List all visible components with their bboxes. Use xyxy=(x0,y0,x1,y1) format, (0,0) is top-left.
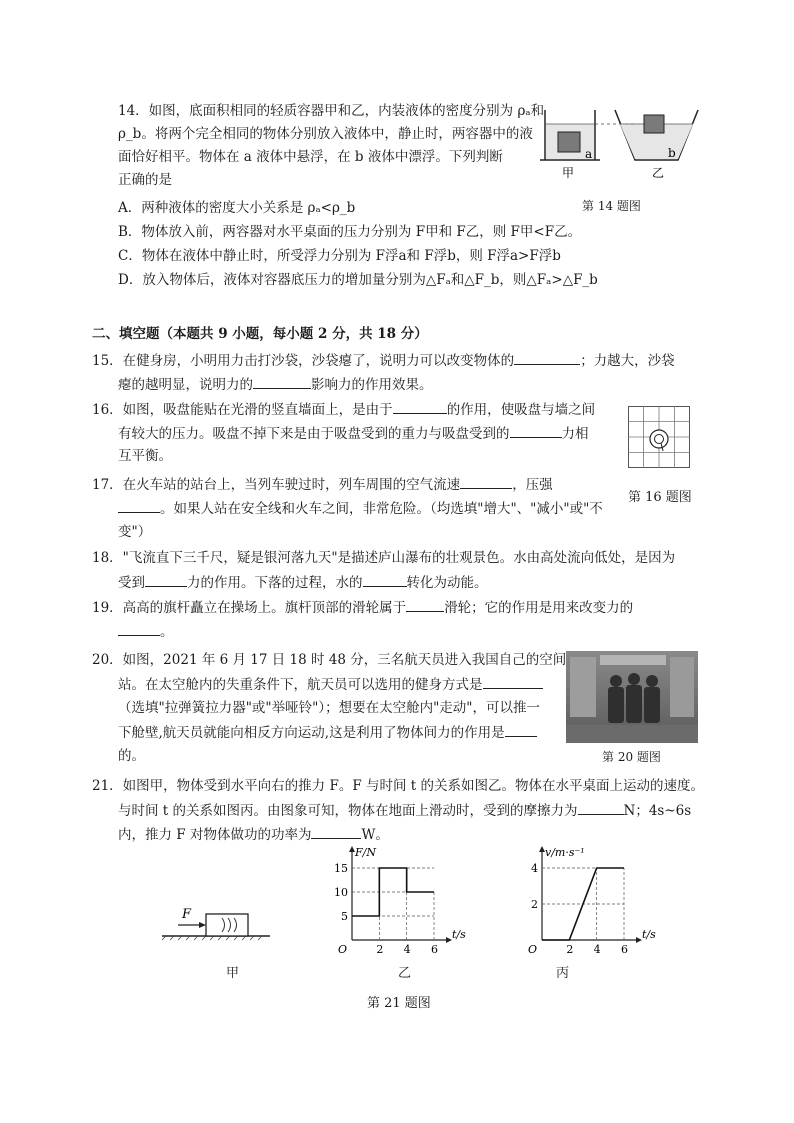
q17-line-1 xyxy=(92,474,553,495)
q16-caption: 第 16 题图 xyxy=(628,490,692,505)
force-chart-y-tick: 5 xyxy=(341,910,348,923)
velocity-chart-x-label: t/s xyxy=(642,928,656,941)
q20-blank-2[interactable] xyxy=(505,722,537,737)
force-chart-y-tick: 10 xyxy=(334,886,348,899)
q21-block xyxy=(206,914,248,936)
q20-line-2 xyxy=(118,674,543,695)
q18-text-2c: 转化为动能。 xyxy=(406,575,488,591)
q18-blank-1[interactable] xyxy=(145,572,187,587)
velocity-chart-x-tick: 4 xyxy=(593,943,601,956)
q17-blank-1[interactable] xyxy=(460,474,512,489)
q21-label-bing: 丙 xyxy=(556,966,570,981)
q20-line-5: 的。 xyxy=(118,748,145,764)
q14-line-3: 面恰好相平。物体在 a 液体中悬浮，在 b 液体中漂浮。下列判断 xyxy=(118,149,503,165)
q14-line-1: 14．如图，底面积相同的轻质容器甲和乙，内装液体的密度分别为 ρₐ和 xyxy=(118,103,545,119)
q14-line-4: 正确的是 xyxy=(118,172,172,188)
q21-caption: 第 21 题图 xyxy=(367,996,431,1011)
force-chart-x-label: t/s xyxy=(452,928,466,941)
q15-text-1b: ；力越大，沙袋 xyxy=(580,353,675,369)
q20-line-1: 20．如图，2021 年 6 月 17 日 18 时 48 分，三名航天员进入我国自己的空间 xyxy=(92,652,567,668)
q17-text-1a: 17．在火车站的站台上，当列车驶过时，列车周围的空气流速 xyxy=(92,477,461,493)
q16-line-2 xyxy=(118,423,589,444)
velocity-chart-x-tick: 6 xyxy=(621,943,628,956)
q16-blank-2[interactable] xyxy=(510,423,562,438)
q20-line-3: （选填"拉弹簧拉力器"或"举哑铃"）；想要在太空舱内"走动"，可以推一 xyxy=(118,700,541,716)
q19-line-2 xyxy=(118,621,174,642)
q19-line-1 xyxy=(92,597,633,618)
q14-block-b xyxy=(644,115,664,133)
q16-text-2b: 力相 xyxy=(561,426,589,442)
q16-text-1a: 16．如图，吸盘能贴在光滑的竖直墙面上，是由于 xyxy=(92,402,393,418)
q18-text-2a: 受到 xyxy=(118,575,145,591)
q18-blank-2[interactable] xyxy=(363,572,407,587)
velocity-chart-origin: O xyxy=(528,943,538,956)
q14-option-a: A．两种液体的密度大小关系是 ρₐ<ρ_b xyxy=(118,200,356,216)
q14-option-c: C．物体在液体中静止时，所受浮力分别为 F浮a和 F浮b，则 F浮a>F浮b xyxy=(118,248,561,264)
velocity-chart-y-tick: 2 xyxy=(531,898,538,911)
q21-blank-1[interactable] xyxy=(578,800,624,815)
force-chart-origin: O xyxy=(338,943,348,956)
velocity-chart-x-tick: 2 xyxy=(566,943,574,956)
q18-line-1: 18．"飞流直下三千尺，疑是银河落九天"是描述庐山瀑布的壮观景色。水由高处流向低处，是因为 xyxy=(92,550,676,566)
q14-label-b: b xyxy=(668,146,676,160)
q17-line-2 xyxy=(118,498,603,519)
q19-text-1a: 19．高高的旗杆矗立在操场上。旗杆顶部的滑轮属于 xyxy=(92,600,407,616)
q18-line-2 xyxy=(118,572,488,593)
q14-option-d: D．放入物体后，液体对容器底压力的增加量分别为△Fₐ和△F_b，则△Fₐ>△F_b xyxy=(118,272,598,288)
q20-caption: 第 20 题图 xyxy=(602,750,661,764)
q15-line-2 xyxy=(118,374,433,395)
q20-text-2: 站。在太空舱内的失重条件下，航天员可以选用的健身方式是 xyxy=(118,677,483,693)
q16-text-2a: 有较大的压力。吸盘不掉下来是由于吸盘受到的重力与吸盘受到的 xyxy=(118,426,510,442)
velocity-chart-y-label: v/m·s⁻¹ xyxy=(545,846,585,859)
q19-text-2b: 。 xyxy=(160,624,174,640)
q20-text-4: 下舱壁,航天员就能向相反方向运动,这是利用了物体间力的作用是 xyxy=(118,725,505,741)
section-2-heading: 二、填空题（本题共 9 小题，每小题 2 分，共 18 分） xyxy=(92,326,428,342)
q17-line-3: 变"） xyxy=(118,524,152,540)
q21-chart-force xyxy=(330,842,470,956)
force-chart-y-tick: 15 xyxy=(334,862,348,875)
q16-text-1b: 的作用，使吸盘与墙之间 xyxy=(446,402,596,418)
q15-text-2b: 影响力的作用效果。 xyxy=(311,377,433,393)
q15-text-1a: 15．在健身房，小明用力击打沙袋，沙袋瘪了，说明力可以改变物体的 xyxy=(92,353,515,369)
q16-line-1 xyxy=(92,399,595,420)
q15-line-1 xyxy=(92,350,675,371)
q14-figure xyxy=(540,100,700,180)
q19-text-1b: 滑轮；它的作用是用来改变力的 xyxy=(444,600,634,616)
q21-blank-2[interactable] xyxy=(311,824,361,839)
q21-line-1: 21．如图甲，物体受到水平向右的推力 F。F 与时间 t 的关系如图乙。物体在水平桌面上运动的速度。 xyxy=(92,778,705,794)
q20-line-4 xyxy=(118,722,537,743)
q21-text-2b: N；4s~6s xyxy=(623,803,692,819)
q20-blank-1[interactable] xyxy=(483,674,543,689)
q21-figure-jia xyxy=(162,900,272,940)
q19-blank-1[interactable] xyxy=(406,597,444,612)
force-chart-x-tick: 6 xyxy=(431,943,438,956)
q18-text-2b: 力的作用。下落的过程，水的 xyxy=(187,575,363,591)
q16-line-3: 互平衡。 xyxy=(118,448,172,464)
q14-block-a xyxy=(558,132,580,152)
force-chart-y-label: F/N xyxy=(355,846,376,859)
q15-blank-2[interactable] xyxy=(253,374,311,389)
q21-text-3b: W。 xyxy=(361,827,389,843)
q21-text-2a: 与时间 t 的关系如图丙。由图象可知，物体在地面上滑动时，受到的摩擦力为 xyxy=(118,803,578,819)
q21-chart-velocity xyxy=(520,842,660,956)
q14-label-yi: 乙 xyxy=(652,166,665,180)
q21-label-yi: 乙 xyxy=(398,966,412,981)
q16-blank-1[interactable] xyxy=(393,399,447,414)
q17-blank-2[interactable] xyxy=(118,498,160,513)
q21-line-2 xyxy=(118,800,691,821)
q14-label-a: a xyxy=(585,147,593,161)
q15-blank-1[interactable] xyxy=(514,350,580,365)
q14-label-jia: 甲 xyxy=(562,166,575,180)
q21-label-jia: 甲 xyxy=(226,966,240,981)
q21-force-label: F xyxy=(182,907,192,922)
q20-astronaut-photo xyxy=(566,651,698,743)
force-chart-x-tick: 4 xyxy=(403,943,411,956)
suction-cup-icon xyxy=(650,430,668,448)
q16-figure xyxy=(628,406,690,468)
force-chart-x-tick: 2 xyxy=(376,943,384,956)
q17-text-2b: 。如果人站在安全线和火车之间，非常危险。（均选填"增大"、"减小"或"不 xyxy=(160,501,603,517)
q15-text-2a: 瘪的越明显，说明力的 xyxy=(118,377,253,393)
q14-caption: 第 14 题图 xyxy=(582,199,641,213)
velocity-chart-y-tick: 4 xyxy=(531,862,538,875)
q14-line-2: ρ_b。将两个完全相同的物体分别放入液体中，静止时，两容器中的液 xyxy=(118,126,533,142)
q14-option-b: B．物体放入前，两容器对水平桌面的压力分别为 F甲和 F乙，则 F甲<F乙。 xyxy=(118,224,582,240)
q21-text-3a: 内，推力 F 对物体做功的功率为 xyxy=(118,827,312,843)
q19-blank-2[interactable] xyxy=(118,621,160,636)
q17-text-1b: ，压强 xyxy=(512,477,553,493)
